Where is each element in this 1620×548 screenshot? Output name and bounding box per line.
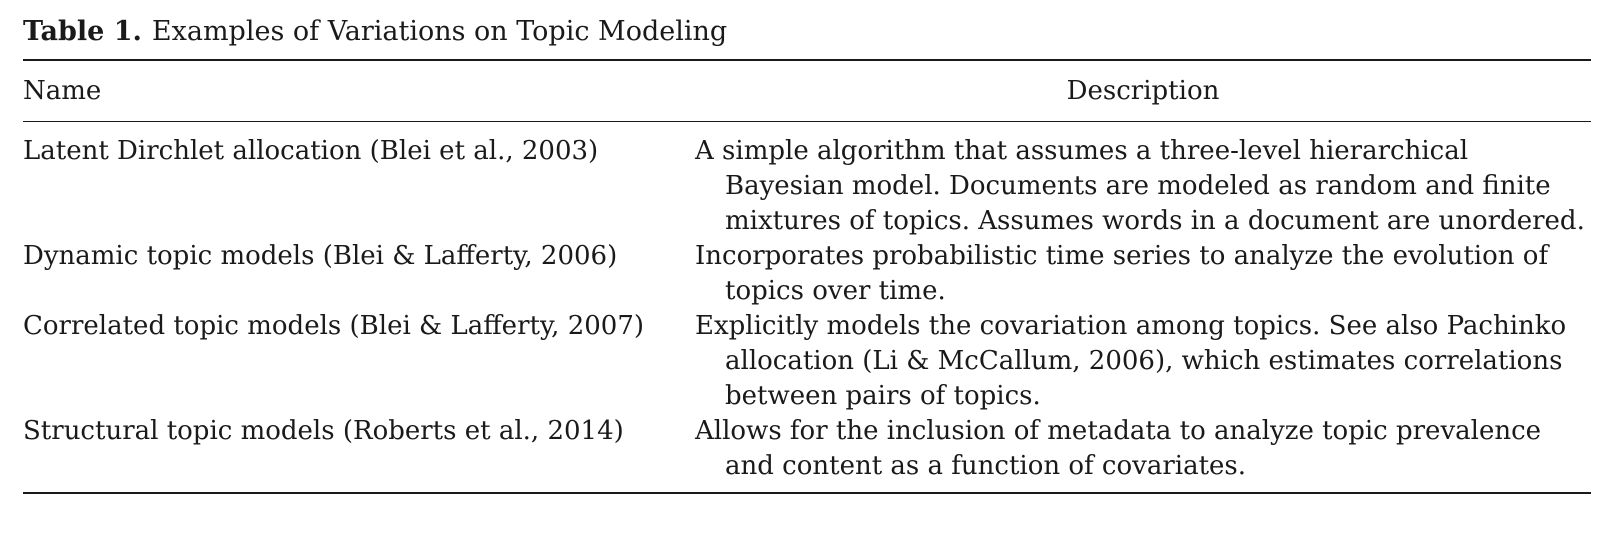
column-header-description: Description	[1066, 76, 1220, 106]
table-header	[23, 61, 1591, 121]
table-row	[23, 309, 1591, 414]
row-name: Structural topic models (Roberts et al., 2014)	[23, 416, 624, 446]
table-row	[23, 239, 1591, 309]
row-name: Dynamic topic models (Blei & Lafferty, 2006)	[23, 241, 618, 271]
table-caption	[23, 10, 1591, 54]
table-bottom-rule	[23, 492, 1591, 494]
column-header-name: Name	[23, 76, 102, 106]
table-caption-label: Table 1.	[23, 16, 142, 47]
row-description: A simple algorithm that assumes a three-level hierarchical Bayesian model. Documents are modeled as random and finite mixtures of topics. Assumes words in a document are unordered.	[695, 136, 1585, 236]
row-name: Latent Dirchlet allocation (Blei et al., 2003)	[23, 136, 599, 166]
row-description: Explicitly models the covariation among topics. See also Pachinko allocation (Li & McCallum, 2006), which estimates correlations between pairs of topics.	[695, 311, 1567, 411]
table-caption-title: Examples of Variations on Topic Modeling	[151, 16, 728, 47]
row-name: Correlated topic models (Blei & Lafferty, 2007)	[23, 311, 645, 341]
table-row	[23, 134, 1591, 239]
row-description: Allows for the inclusion of metadata to analyze topic prevalence and content as a function of covariates.	[695, 416, 1542, 481]
table-container	[23, 10, 1591, 494]
table-row	[23, 414, 1591, 484]
row-description: Incorporates probabilistic time series to analyze the evolution of topics over time.	[695, 241, 1549, 306]
table-body	[23, 122, 1591, 484]
